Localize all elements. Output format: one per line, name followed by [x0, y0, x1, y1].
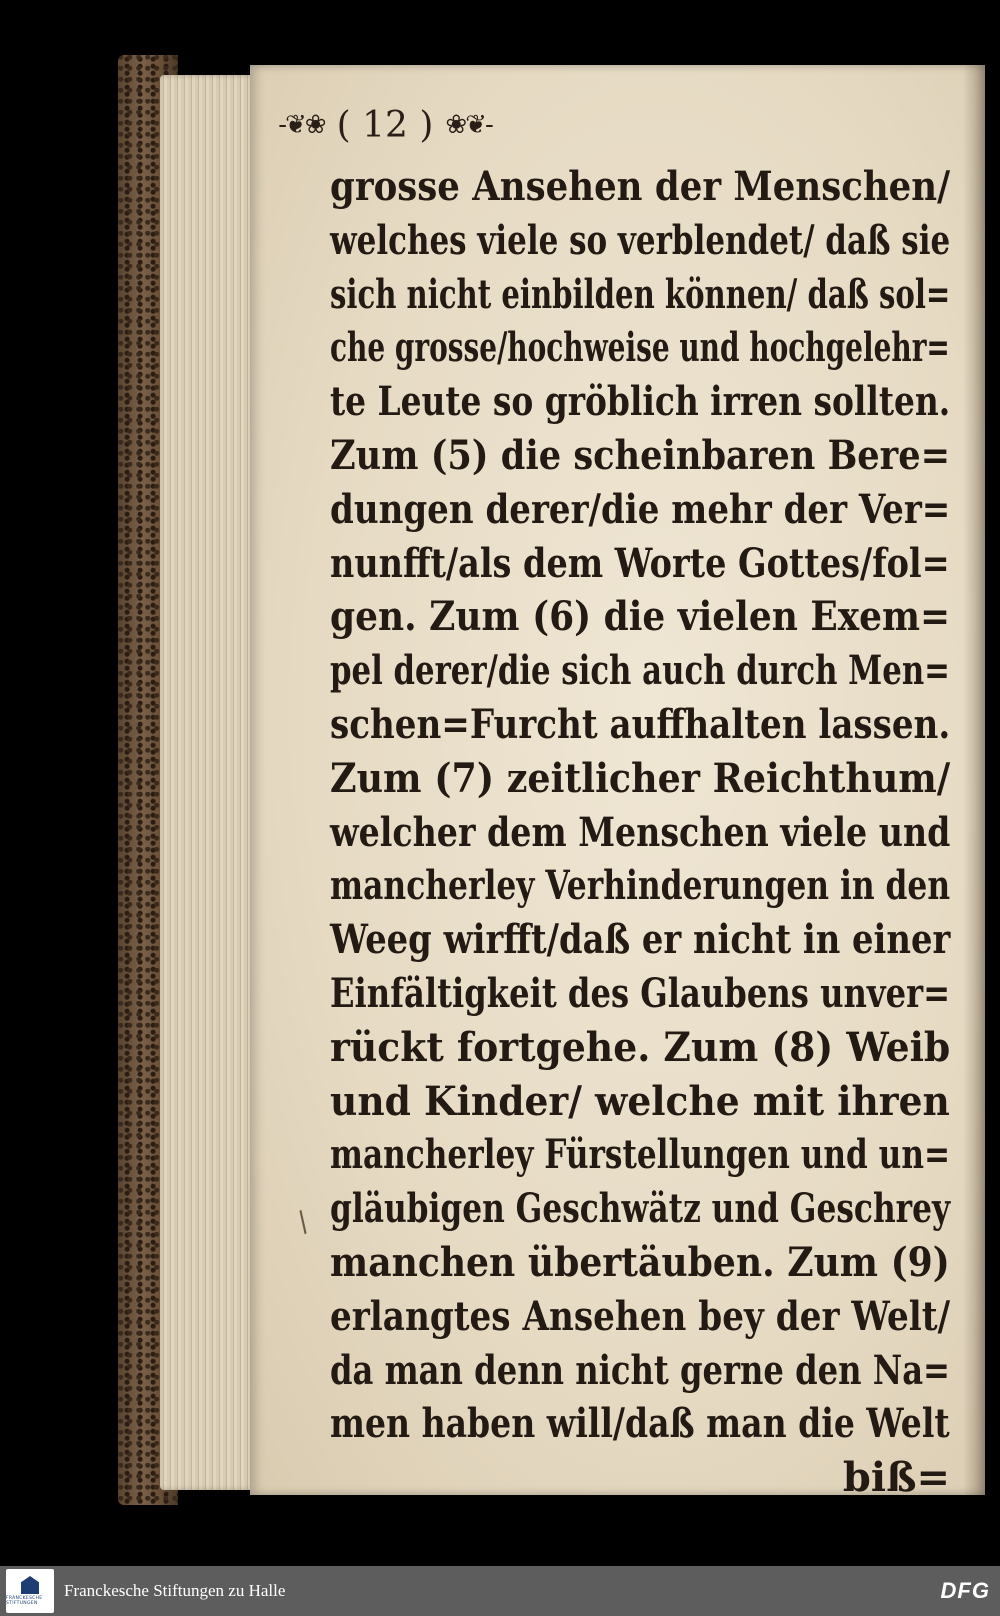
text-line: te Leute so gröblich irren sollten.	[330, 378, 951, 426]
text-line: che grosse/hochweise und hochgelehr=	[330, 324, 950, 372]
logo-text: FRANCKESCHE STIFTUNGEN	[6, 1596, 43, 1606]
text-line: Zum (7) zeitlicher Reichthum/	[330, 754, 951, 802]
text-line: mancherley Verhinderungen in den	[330, 862, 951, 910]
text-line: Weeg wirfft/daß er nicht in einer	[330, 916, 951, 964]
text-line: Einfältigkeit des Glaubens unver=	[330, 969, 951, 1017]
text-line: dungen derer/die mehr der Ver=	[330, 485, 951, 533]
franckesche-stiftungen-logo[interactable]	[6, 1569, 54, 1613]
text-line: manchen übertäuben. Zum (9)	[330, 1238, 950, 1286]
text-line: schen=Furcht auffhalten lassen.	[330, 700, 951, 748]
building-icon	[21, 1576, 39, 1594]
text-line: mancherley Fürstellungen und un=	[330, 1131, 951, 1179]
page-number: ( 12 )	[336, 104, 434, 146]
page-text	[330, 160, 950, 1505]
text-line: grosse Ansehen der Menschen/	[330, 163, 951, 210]
text-line: biß=	[842, 1454, 950, 1502]
book-page	[250, 65, 985, 1502]
text-line: und Kinder/ welche mit ihren	[330, 1077, 950, 1125]
text-line: pel derer/die sich auch durch Men=	[330, 647, 950, 695]
margin-mark: /	[290, 1204, 316, 1239]
text-line: Zum (5) die scheinbaren Bere=	[330, 431, 951, 479]
institution-title: Franckesche Stiftungen zu Halle	[64, 1581, 286, 1600]
page-header	[250, 100, 520, 150]
ornament-left-icon: -❦❀	[278, 110, 325, 140]
dfg-logo[interactable]: DFG	[940, 1578, 990, 1603]
text-line: welches viele so verblendet/ daß sie	[330, 216, 951, 264]
text-line: erlangtes Ansehen bey der Welt/	[330, 1292, 951, 1340]
text-line: nunfft/als dem Worte Gottes/fol=	[330, 539, 950, 587]
text-line: da man denn nicht gerne den Na=	[330, 1346, 951, 1394]
text-line: gen. Zum (6) die vielen Exem=	[330, 593, 951, 641]
page-edges	[160, 75, 255, 1490]
text-line: gläubigen Geschwätz und Geschrey	[330, 1185, 951, 1233]
text-line: men haben will/daß man die Welt	[330, 1400, 950, 1448]
page-gutter-shadow	[963, 65, 985, 1495]
text-line: rückt fortgehe. Zum (8) Weib	[330, 1023, 951, 1071]
text-line: welcher dem Menschen viele und	[330, 808, 951, 856]
text-line: sich nicht einbilden können/ daß sol=	[330, 270, 951, 318]
ornament-right-icon: ❀❦-	[445, 110, 492, 140]
viewer-footer	[0, 1566, 1000, 1616]
